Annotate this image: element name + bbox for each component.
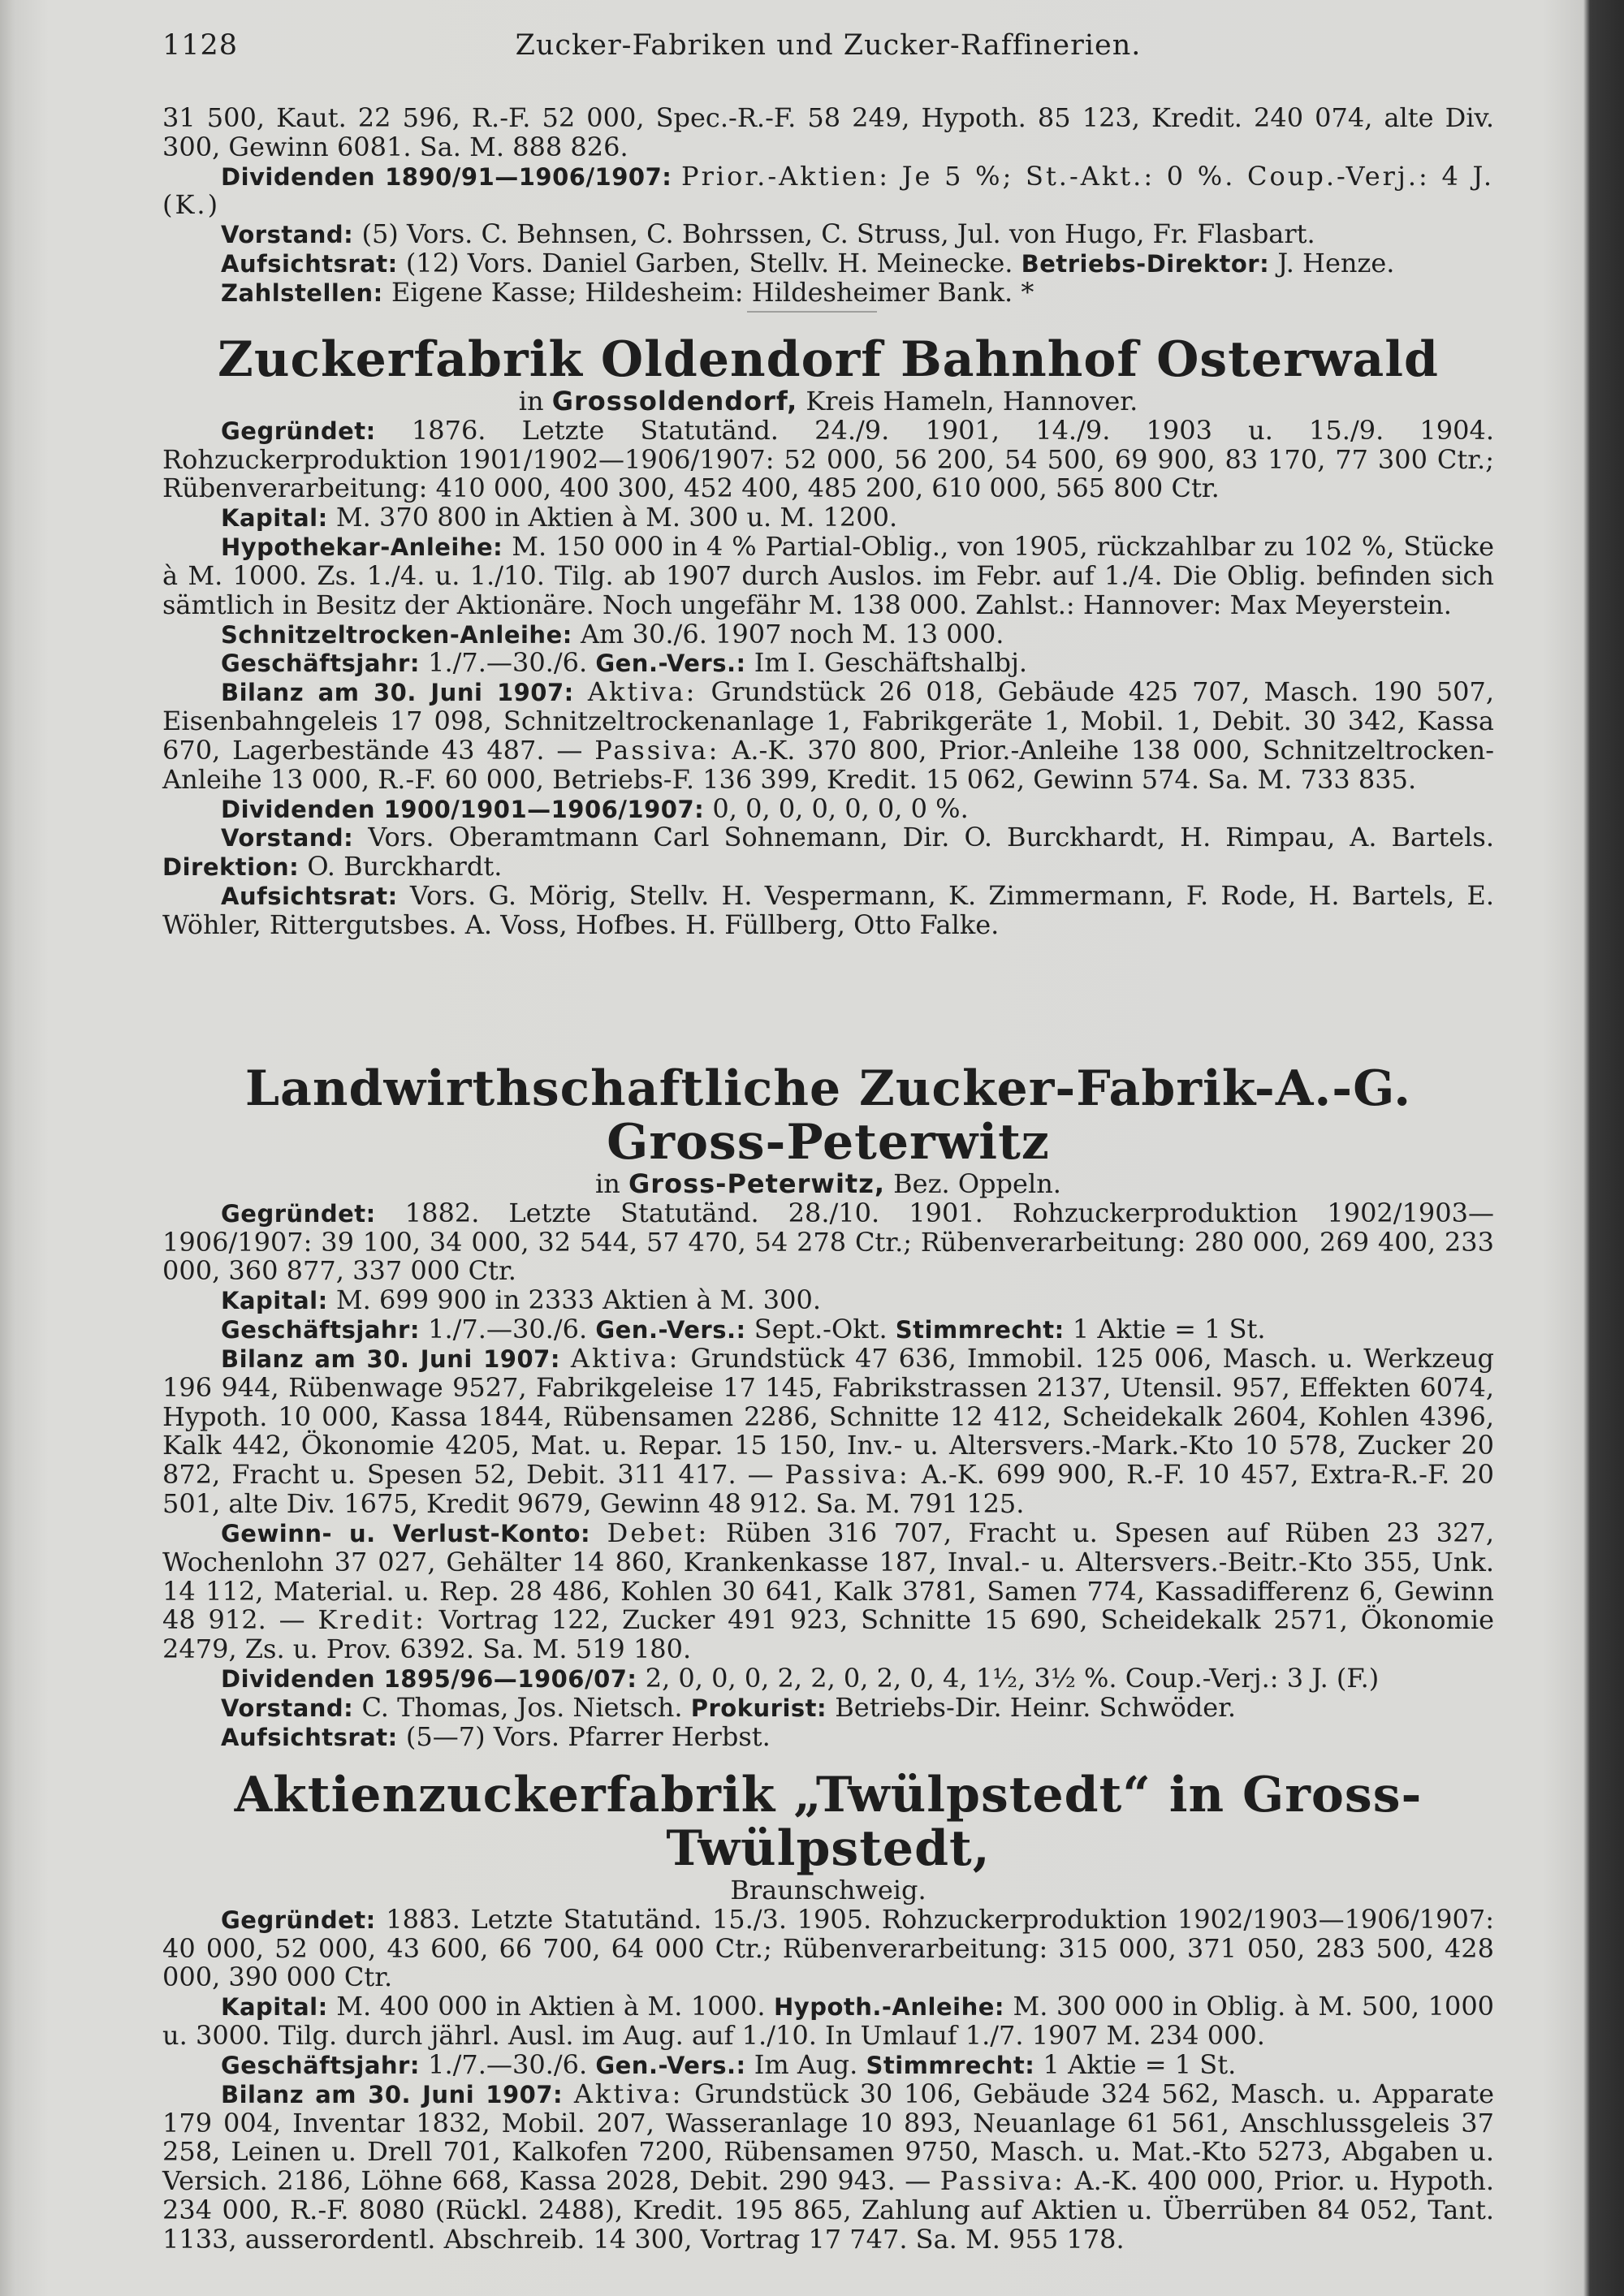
fiscal-year: Geschäftsjahr: 1./7.—30./6. Gen.-Vers.: Sept.-Okt. Stimmrecht: 1 Aktie = 1 St. [221,1314,1266,1345]
schnitzel-loan: Schnitzeltrocken-Anleihe: Am 30./6. 1907 noch M. 13 000. [221,618,1004,650]
entry-title: Aktienzuckerfabrik „Twülpstedt“ in Gross-Twülpstedt, [234,1767,1423,1877]
entry-title: Zuckerfabrik Oldendorf Bahnhof Osterwald [218,331,1439,388]
previous-entry-continuation [162,104,1494,308]
balance-sheet: Bilanz am 30. Juni 1907: Aktiva: Grundstück 47 636, Immobil. 125 006, Masch. u. Werkzeug 196 944, Rübenwage 9527, Fabrikgeleise 17 145, Fabrikstrassen 2137, Utensil. 957, Effekten 6074, Hypoth. 10 000, Kassa 1844, Rübensamen 2286, Schnitte 12 412, Scheidekalk 2604, Kohlen 4396, Kalk 442, Ökonomie 4205, Mat. u. Repar. 15 150, Inv.- u. Altersvers.-Mark.-Kto 10 578, Zucker 20 872, Fracht u. Spesen 52, Debit. 311 417. — Passiva: A.-K. 699 900, R.-F. 10 457, Extra-R.-F. 20 501, alte Div. 1675, Kredit 9679, Gewinn 48 912. Sa. M. 791 125. [162,1342,1495,1520]
entry-title: Landwirthschaftliche Zucker-Fabrik-A.-G. Gross-Peterwitz [244,1060,1412,1171]
prev-dividends: Dividenden 1890/91—1906/1907: Prior.-Aktien: Je 5 %; St.-Akt.: 0 %. Coup.-Verj.: 4 J. (K.) [162,160,1495,221]
prev-supervisory: Aufsichtsrat: (12) Vors. Daniel Garben, Stellv. H. Meinecke. Betriebs-Direktor: J. Henze. [221,248,1395,279]
dividends: Dividenden 1895/96—1906/07: 2, 0, 0, 0, 2, 2, 0, 2, 0, 4, 1½, 3½ %. Coup.-Verj.: 3 J. (F.) [221,1663,1380,1694]
fiscal-year: Geschäftsjahr: 1./7.—30./6. Gen.-Vers.: Im Aug. Stimmrecht: 1 Aktie = 1 St. [221,2048,1237,2080]
page-number: 1128 [162,29,239,62]
board: Vorstand: Vors. Oberamtmann Carl Sohnemann, Dir. O. Burckhardt, H. Rimpau, A. Bartels. Direktion: O. Burckhardt. [162,822,1495,883]
entry-gross-peterwitz [162,1062,1494,1752]
entry-oldendorf [162,333,1494,940]
entry-location: in Gross-Peterwitz, Bez. Oppeln. [595,1168,1061,1199]
balance-sheet: Bilanz am 30. Juni 1907: Aktiva: Grundstück 26 018, Gebäude 425 707, Masch. 190 507, Eisenbahngeleis 17 098, Schnitzeltrockenanlage 1, Fabrikgeräte 1, Mobil. 1, Debit. 30 342, Kassa 670, Lagerbestände 43 487. — Passiva: A.-K. 370 800, Prior.-Anleihe 138 000, Schnitzeltrocken-Anleihe 13 000, R.-F. 60 000, Betriebs-F. 136 399, Kredit. 15 062, Gewinn 574. Sa. M. 733 835. [162,676,1495,795]
prev-board: Vorstand: (5) Vors. C. Behnsen, C. Bohrssen, C. Struss, Jul. von Hugo, Fr. Flasbart. [221,218,1315,250]
capital: Kapital: M. 699 900 in 2333 Aktien à M. 300. [221,1284,822,1316]
entry-twuelpstedt [162,1768,1494,2255]
founded: Gegründet: 1883. Letzte Statutänd. 15./3. 1905. Rohzuckerproduktion 1902/1903—1906/1907: 40 000, 52 000, 43 600, 66 700, 64 000 Ctr.; Rübenverarbeitung: 315 000, 371 050, 283 500, 428 000, 390 000 Ctr. [162,1903,1494,1993]
founded: Gegründet: 1882. Letzte Statutänd. 28./10. 1901. Rohzuckerproduktion 1902/1903—1906/1907: 39 100, 34 000, 32 544, 57 470, 54 278 Ctr.; Rübenverarbeitung: 280 000, 269 400, 233 000, 360 877, 337 000 Ctr. [162,1197,1495,1287]
supervisory-board: Aufsichtsrat: Vors. G. Mörig, Stellv. H. Vespermann, K. Zimmermann, F. Rode, H. Bartels, E. Wöhler, Rittergutsbes. A. Voss, Hofbes. H. Füllberg, Otto Falke. [162,880,1495,940]
mortgage-loan: Hypothekar-Anleihe: M. 150 000 in 4 % Partial-Oblig., von 1905, rückzahlbar zu 102 %, Stücke à M. 1000. Zs. 1./4. u. 1./10. Tilg. ab 1907 durch Auslos. im Febr. auf 1./4. Die Oblig. befinden sich sämtlich in Besitz der Aktionäre. Noch ungefähr M. 138 000. Zahlst.: Hannover: Max Meyerstein. [162,531,1494,620]
profit-loss-account: Gewinn- u. Verlust-Konto: Debet: Rüben 316 707, Fracht u. Spesen auf Rüben 23 327, Wochenlohn 37 027, Gehälter 14 860, Krankenkasse 187, Inval.- u. Altersvers.-Beitr.-Kto 355, Unk. 14 112, Material. u. Rep. 28 486, Kohlen 30 641, Kalk 3781, Samen 774, Kassadifferenz 6, Gewinn 48 912. — Kredit: Vortrag 122, Zucker 491 923, Schnitte 15 690, Scheidekalk 2571, Ökonomie 2479, Zs. u. Prov. 6392. Sa. M. 519 180. [162,1517,1495,1665]
prev-balance-text: 31 500, Kaut. 22 596, R.-F. 52 000, Spec.-R.-F. 58 249, Hypoth. 85 123, Kredit. 240 074, alte Div. 300, Gewinn 6081. Sa. M. 888 826. [162,102,1494,162]
balance-sheet: Bilanz am 30. Juni 1907: Aktiva: Grundstück 30 106, Gebäude 324 562, Masch. u. Apparate 179 004, Inventar 1832, Mobil. 207, Wasseranlage 10 893, Neuanlage 61 561, Anschlussgeleis 37 258, Leinen u. Drell 701, Kalkofen 7200, Rübensamen 9750, Masch. u. Mat.-Kto 5273, Abgaben u. Versich. 2186, Löhne 668, Kassa 2028, Debit. 290 943. — Passiva: A.-K. 400 000, Prior. u. Hypoth. 234 000, R.-F. 8080 (Rückl. 2488), Kredit. 195 865, Zahlung auf Aktien u. Überrüben 84 052, Tant. 1133, ausserordentl. Abschreib. 14 300, Vortrag 17 747. Sa. M. 955 178. [162,2078,1495,2255]
running-header [162,29,1494,70]
board: Vorstand: C. Thomas, Jos. Nietsch. Prokurist: Betriebs-Dir. Heinr. Schwöder. [221,1691,1237,1723]
entry-location: Braunschweig. [730,1875,926,1905]
capital: Kapital: M. 370 800 in Aktien à M. 300 u. M. 1200. [221,502,898,533]
supervisory-board: Aufsichtsrat: (5—7) Vors. Pfarrer Herbst. [221,1720,771,1752]
fiscal-year: Geschäftsjahr: 1./7.—30./6. Gen.-Vers.: Im I. Geschäftshalbj. [221,647,1028,679]
dividends: Dividenden 1900/1901—1906/1907: 0, 0, 0, 0, 0, 0, 0 %. [221,792,969,824]
running-title: Zucker-Fabriken und Zucker-Raffinerien. [515,29,1142,62]
capital: Kapital: M. 400 000 in Aktien à M. 1000. Hypoth.-Anleihe: M. 300 000 in Oblig. à M. 500, 1000 u. 3000. Tilg. durch jährl. Ausl. im Aug. auf 1./10. In Umlauf 1./7. 1907 M. 234 000. [162,1991,1495,2052]
prev-paying-agents: Zahlstellen: Eigene Kasse; Hildesheim: Hildesheimer Bank. * [221,276,1034,308]
entry-location: in Grossoldendorf, Kreis Hameln, Hannover. [518,386,1138,416]
section-divider [747,311,877,313]
founded: Gegründet: 1876. Letzte Statutänd. 24./9. 1901, 14./9. 1903 u. 15./9. 1904. Rohzuckerproduktion 1901/1902—1906/1907: 52 000, 56 200, 54 500, 69 900, 83 170, 77 300 Ctr.; Rübenverarbeitung: 410 000, 400 300, 452 400, 485 200, 610 000, 565 800 Ctr. [162,414,1495,504]
